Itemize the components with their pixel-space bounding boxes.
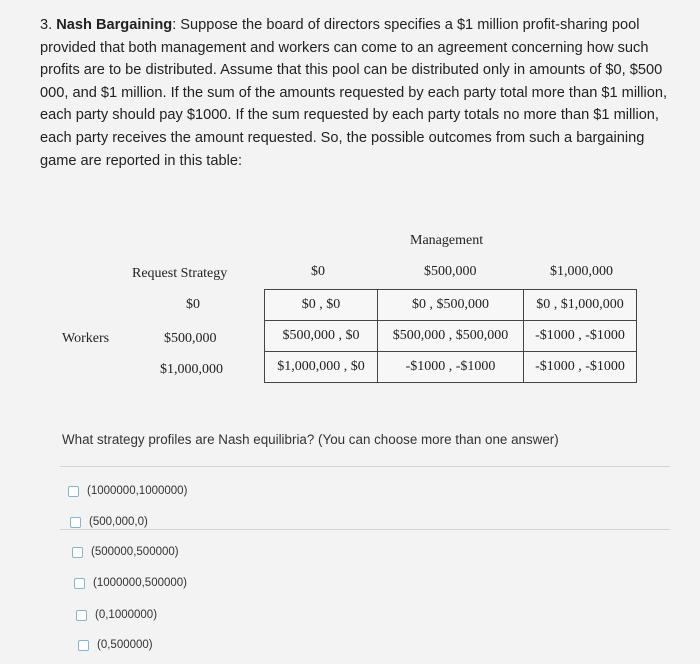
column-strategy-2: $1,000,000 [550,264,613,279]
option-label: (0,500000) [97,639,153,651]
payoff-cell: -$1000 , -$1000 [524,352,637,383]
option-label: (0,1000000) [95,609,158,621]
payoff-cell: $500,000 , $500,000 [378,321,524,352]
column-strategy-0: $0 [311,264,325,279]
question-number: 3. [40,17,53,33]
payoff-cell: $0 , $0 [265,290,378,321]
payoff-cell: $0 , $500,000 [378,290,524,321]
question-title: Nash Bargaining [56,17,173,33]
option-label: (500,000,0) [89,516,148,528]
answer-option[interactable] [78,639,153,651]
answer-option[interactable] [68,485,187,497]
checkbox[interactable] [70,517,81,528]
divider [60,529,670,530]
option-label: (1000000,500000) [93,577,187,589]
checkbox[interactable] [78,640,89,651]
answer-option[interactable] [76,609,157,621]
payoff-cell: $0 , $1,000,000 [524,290,637,321]
question-text [40,14,670,172]
payoff-cell: -$1000 , -$1000 [378,352,524,383]
option-label: (500000,500000) [91,546,179,558]
checkbox[interactable] [68,486,79,497]
answer-option[interactable] [72,546,179,558]
answer-option[interactable] [74,577,187,589]
row-player-label: Workers [62,331,110,346]
prompt-text: What strategy profiles are Nash equilibria? (You can choose more than one answer) [62,432,559,447]
row-strategy-2: $1,000,000 [160,362,223,377]
answer-option[interactable] [70,516,148,528]
question-body: : Suppose the board of directors specifies a $1 million profit-sharing pool provided that both management and workers can come to an agreement concerning how such profits are to be distributed. Assume that this pool can be distributed only in amounts of $0, $500 000, and $1 million. If the sum of the amounts requested by each party total more than $1 million, each party should pay $1000. If the sum requested by each party totals no more than $1 million, each party receives the amount requested. So, the possible outcomes from such a bargaining game are reported in this table: [40,17,668,169]
row-strategy-1: $500,000 [164,331,217,346]
row-strategy-0: $0 [186,297,200,312]
payoff-cell: $1,000,000 , $0 [265,352,378,383]
payoff-row [265,321,637,352]
payoff-cell: $500,000 , $0 [265,321,378,352]
checkbox[interactable] [74,578,85,589]
payoff-row [265,290,637,321]
divider [60,466,670,467]
payoff-table [264,289,637,383]
column-player-label: Management [410,233,484,248]
checkbox[interactable] [72,547,83,558]
payoff-row [265,352,637,383]
checkbox[interactable] [76,610,87,621]
payoff-cell: -$1000 , -$1000 [524,321,637,352]
strategy-header: Request Strategy [132,266,228,281]
column-strategy-1: $500,000 [424,264,477,279]
option-label: (1000000,1000000) [87,485,188,497]
